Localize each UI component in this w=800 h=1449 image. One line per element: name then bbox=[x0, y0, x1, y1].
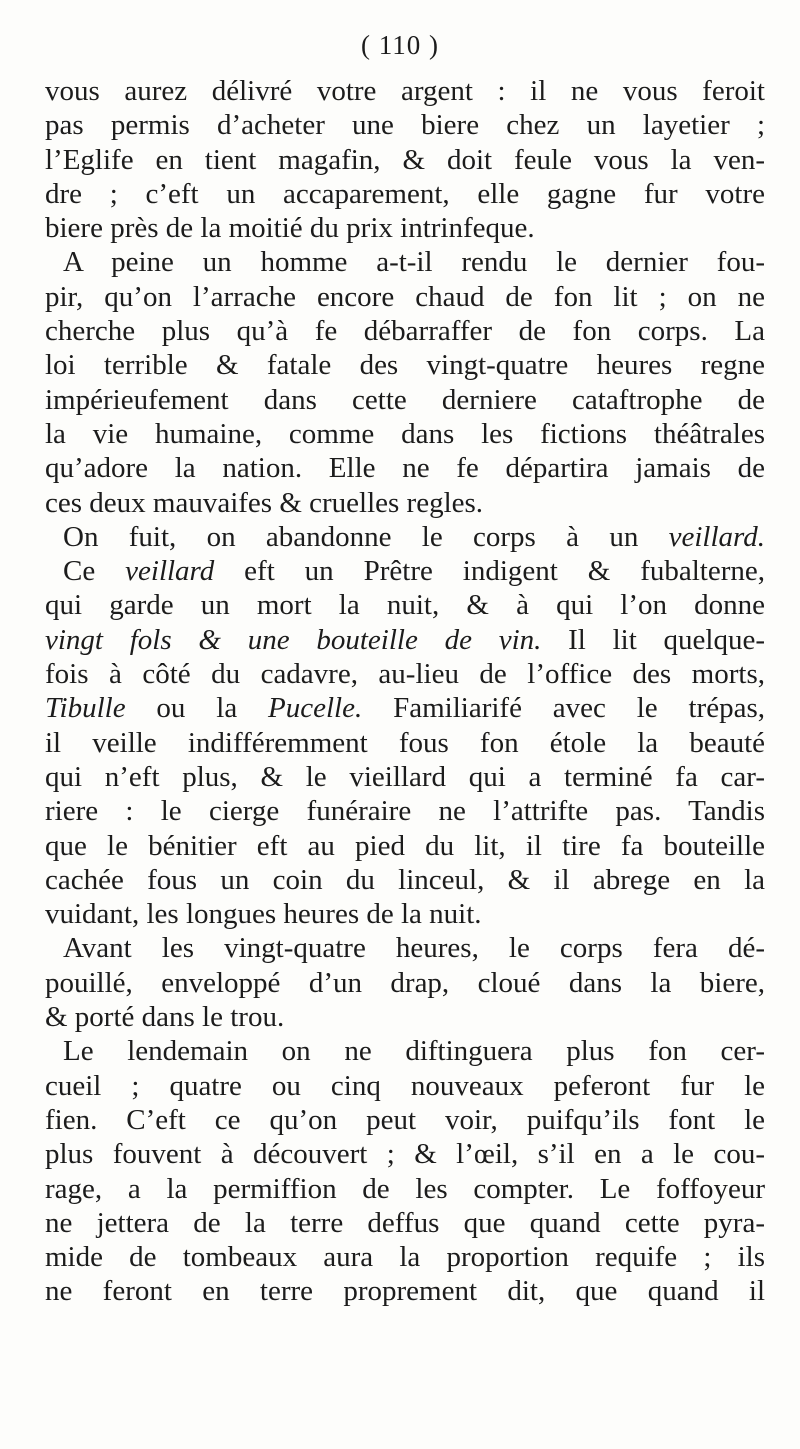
text-segment: il veille indifféremment fous fon étole la beauté bbox=[45, 726, 765, 759]
text-segment: & porté dans le trou. bbox=[45, 1001, 285, 1034]
text-line bbox=[45, 1206, 765, 1240]
text-line bbox=[45, 486, 765, 520]
text-segment: Ce bbox=[63, 555, 126, 588]
text-segment: cueil ; quatre ou cinq nouveaux peferont fur le bbox=[45, 1069, 765, 1102]
text-segment: ne feront en terre proprement dit, que quand il bbox=[45, 1275, 765, 1308]
text-segment: pouillé, enveloppé d’un drap, cloué dans la biere, bbox=[45, 966, 765, 999]
italic-text: veillard bbox=[125, 555, 215, 588]
italic-text: Tibulle bbox=[45, 692, 126, 725]
text-line bbox=[45, 554, 765, 588]
text-line bbox=[45, 211, 765, 245]
text-segment: loi terrible & fatale des vingt-quatre heures regne bbox=[45, 349, 765, 382]
text-segment: que le bénitier eft au pied du lit, il tire fa bouteille bbox=[45, 829, 765, 862]
text-line bbox=[45, 657, 765, 691]
text-segment: ces deux mauvaifes & cruelles regles. bbox=[45, 486, 484, 519]
italic-text: veillard. bbox=[668, 520, 765, 553]
text-line bbox=[45, 897, 765, 931]
text-segment: rage, a la permiffion de les compter. Le foffoyeur bbox=[45, 1172, 765, 1205]
text-line bbox=[45, 863, 765, 897]
text-segment: riere : le cierge funéraire ne l’attrifte pas. Tandis bbox=[45, 795, 765, 828]
text-segment: ne jettera de la terre deffus que quand cette pyra- bbox=[45, 1206, 765, 1239]
text-segment: eft un Prêtre indigent & fubalterne, bbox=[214, 555, 765, 588]
text-line bbox=[45, 760, 765, 794]
text-line bbox=[45, 143, 765, 177]
text-line bbox=[45, 520, 765, 554]
text-segment: fien. C’eft ce qu’on peut voir, puifqu’ils font le bbox=[45, 1103, 765, 1136]
text-segment: la vie humaine, comme dans les fictions théâtrales bbox=[45, 417, 765, 450]
text-segment: Il lit quelque- bbox=[541, 623, 766, 656]
text-line bbox=[45, 829, 765, 863]
text-line bbox=[45, 931, 765, 965]
text-line bbox=[45, 383, 765, 417]
text-line bbox=[45, 966, 765, 1000]
text-line bbox=[45, 1137, 765, 1171]
text-line bbox=[45, 623, 765, 657]
text-segment: vous aurez délivré votre argent : il ne vous feroit bbox=[45, 75, 765, 107]
text-line bbox=[45, 74, 765, 108]
text-segment: impérieufement dans cette derniere cataftrophe de bbox=[45, 383, 765, 416]
page-number: ( 110 ) bbox=[361, 30, 439, 60]
text-line bbox=[45, 280, 765, 314]
text-segment: vuidant, les longues heures de la nuit. bbox=[45, 898, 482, 931]
text-line bbox=[45, 417, 765, 451]
text-line bbox=[45, 245, 765, 279]
text-line bbox=[45, 1069, 765, 1103]
text-line bbox=[45, 1034, 765, 1068]
text-segment: Avant les vingt-quatre heures, le corps fera dé- bbox=[63, 932, 765, 965]
text-line bbox=[45, 348, 765, 382]
text-segment: A peine un homme a-t-il rendu le dernier fou- bbox=[63, 246, 765, 279]
text-segment: ou la bbox=[125, 692, 269, 725]
text-line bbox=[45, 1103, 765, 1137]
text-segment: pir, qu’on l’arrache encore chaud de fon lit ; on ne bbox=[45, 280, 765, 313]
text-segment: cherche plus qu’à fe débarraffer de fon corps. La bbox=[45, 315, 765, 348]
text-segment: cachée fous un coin du linceul, & il abrege en la bbox=[45, 863, 765, 896]
text-line bbox=[45, 726, 765, 760]
text-line bbox=[45, 691, 765, 725]
text-line bbox=[45, 177, 765, 211]
text-line bbox=[45, 1240, 765, 1274]
text-segment: qui n’eft plus, & le vieillard qui a terminé fa car- bbox=[45, 760, 765, 793]
italic-text: Pucelle. bbox=[268, 692, 363, 725]
text-line bbox=[45, 588, 765, 622]
text-segment: dre ; c’eft un accaparement, elle gagne fur votre bbox=[45, 177, 765, 210]
text-segment: qui garde un mort la nuit, & à qui l’on donne bbox=[45, 589, 765, 622]
text-segment: biere près de la moitié du prix intrinfeque. bbox=[45, 212, 535, 245]
text-segment: l’Eglife en tient magafin, & doit feule vous la ven- bbox=[45, 143, 765, 176]
text-line bbox=[45, 314, 765, 348]
text-segment: fois à côté du cadavre, au-lieu de l’office des morts, bbox=[45, 658, 765, 691]
text-segment: On fuit, on abandonne le corps à un bbox=[63, 520, 669, 553]
text-segment: Familiarifé avec le trépas, bbox=[362, 692, 765, 725]
text-line bbox=[45, 108, 765, 142]
text-line bbox=[45, 451, 765, 485]
text-line bbox=[45, 1172, 765, 1206]
text-line bbox=[45, 794, 765, 828]
text-line bbox=[45, 1274, 765, 1308]
text-segment: plus fouvent à découvert ; & l’œil, s’il en a le cou- bbox=[45, 1138, 765, 1171]
text-line bbox=[45, 1000, 765, 1034]
text-segment: mide de tombeaux aura la proportion requife ; ils bbox=[45, 1241, 765, 1274]
italic-text: vingt fols & une bouteille de vin. bbox=[45, 623, 542, 656]
text-segment: qu’adore la nation. Elle ne fe départira jamais de bbox=[45, 452, 765, 485]
body-text bbox=[45, 74, 765, 1309]
text-segment: Le lendemain on ne diftinguera plus fon cer- bbox=[63, 1035, 765, 1068]
text-segment: pas permis d’acheter une biere chez un layetier ; bbox=[45, 109, 765, 142]
